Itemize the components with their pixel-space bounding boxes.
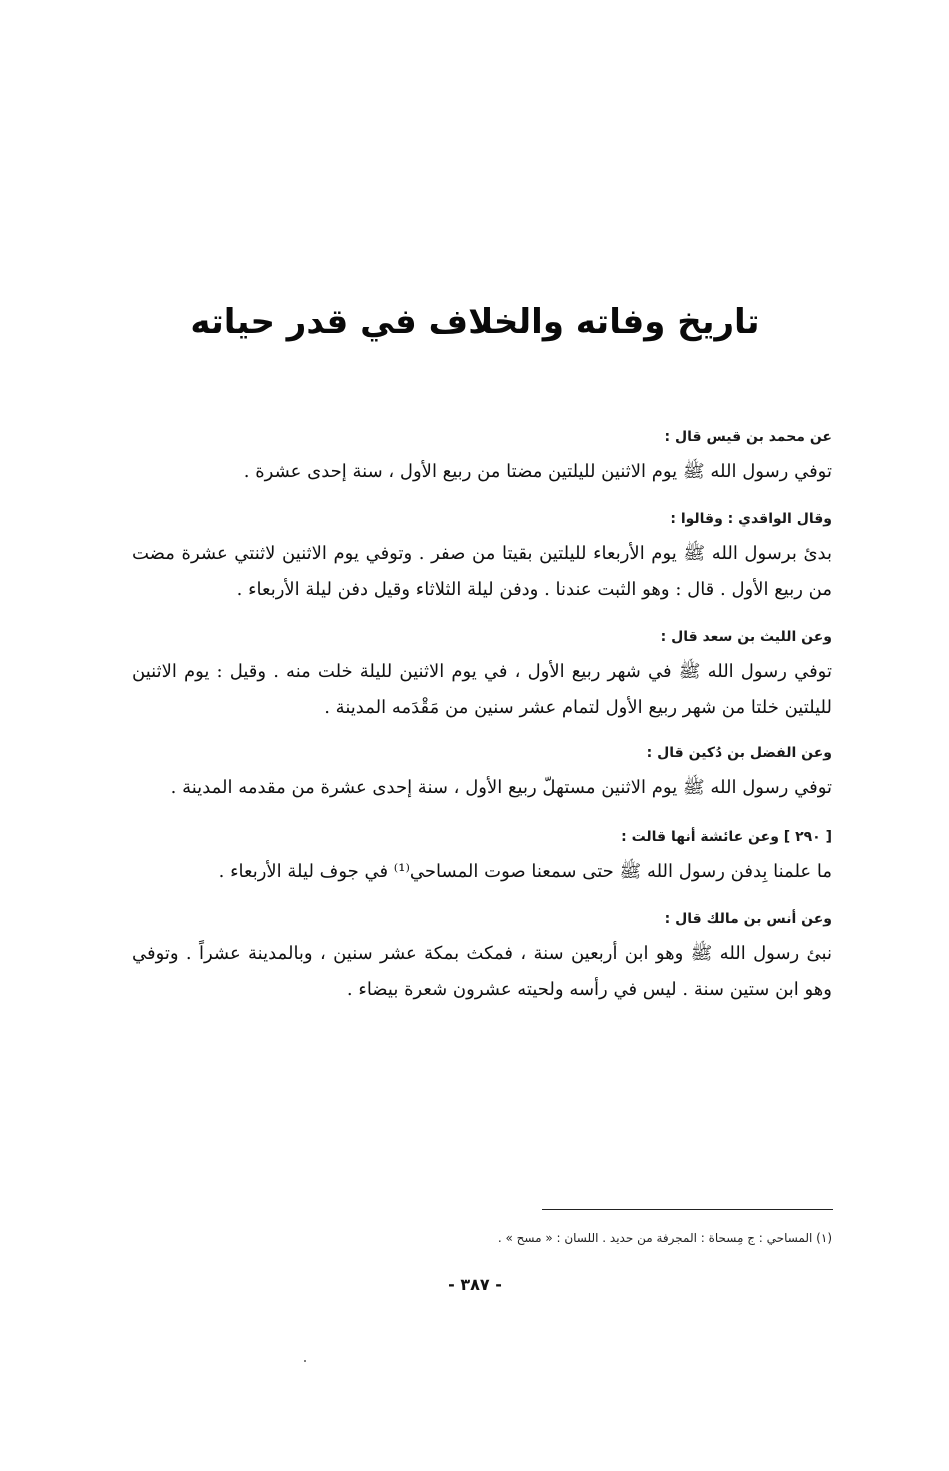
section-6 [132, 908, 832, 1008]
section-heading: وعن الفضل بن دُكين قال : [646, 745, 832, 761]
section-heading: [ ٢٩٠ ] وعن عائشة أنها قالت : [621, 829, 832, 845]
footnote: (١) المساحي : ج مِسحاة : المجرفة من حديد . اللسان : « مسح » . [497, 1231, 832, 1245]
chapter-title: تاريخ وفاته والخلاف في قدر حياته [190, 302, 760, 342]
section-text: بدئ برسول الله ﷺ يوم الأربعاء لليلتين بقيتا من صفر . وتوفي يوم الاثنين لاثنتي عشرة مضت من ربيع الأول . قال : وهو الثبت عندنا . ودفن ليلة الثلاثاء وقيل دفن ليلة الأربعاء . [132, 543, 832, 600]
scan-speck [304, 1360, 306, 1362]
footnote-divider [542, 1209, 833, 1210]
section-text: توفي رسول الله ﷺ يوم الاثنين مستهلّ ربيع الأول ، سنة إحدى عشرة من مقدمه المدينة . [170, 777, 832, 798]
section-heading: وقال الواقدي : وقالوا : [670, 511, 832, 527]
chapter-body [132, 426, 832, 1022]
section-heading: وعن أنس بن مالك قال : [664, 911, 832, 927]
section-4 [132, 742, 832, 806]
section-text: ما علمنا بِدفن رسول الله ﷺ حتى سمعنا صوت المساحي⁽¹⁾ في جوف ليلة الأربعاء . [218, 861, 832, 882]
section-text: توفي رسول الله ﷺ في شهر ربيع الأول ، في يوم الاثنين لليلة خلت منه . وقيل : يوم الاثنين لليلتين خلتا من شهر ربيع الأول لتمام عشر سنين من مَقْدَمه المدينة . [132, 661, 832, 718]
section-1 [132, 426, 832, 490]
section-heading: عن محمد بن قيس قال : [664, 429, 832, 445]
section-2 [132, 508, 832, 608]
section-3 [132, 626, 832, 726]
section-heading: وعن الليث بن سعد قال : [660, 629, 832, 645]
section-5 [132, 826, 832, 890]
section-text: توفي رسول الله ﷺ يوم الاثنين لليلتين مضتا من ربيع الأول ، سنة إحدى عشرة . [243, 461, 832, 482]
section-text: نبئ رسول الله ﷺ وهو ابن أربعين سنة ، فمكث بمكة عشر سنين ، وبالمدينة عشراً . وتوفي وهو ابن ستين سنة . ليس في رأسه ولحيته عشرون شعرة بيضاء . [132, 943, 832, 1000]
page-number: - ٣٨٧ - [448, 1275, 502, 1294]
